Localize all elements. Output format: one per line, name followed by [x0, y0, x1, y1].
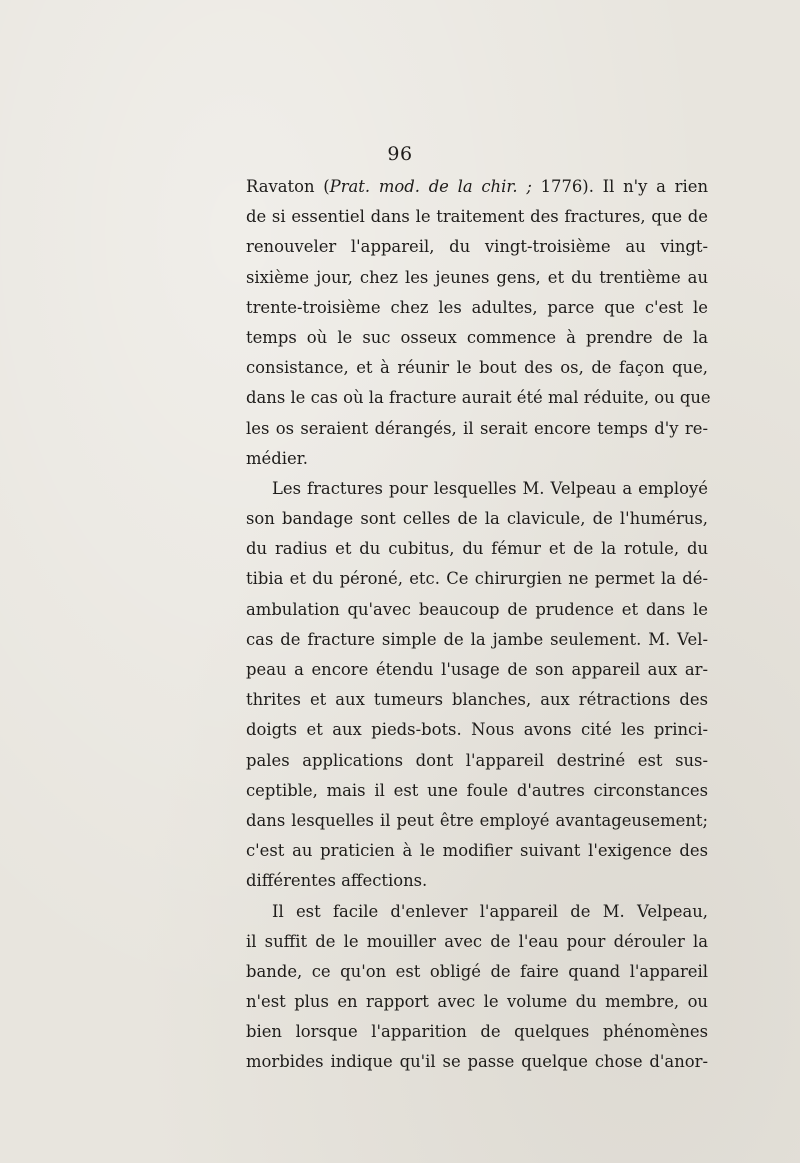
text-line: doigts et aux pieds-bots. Nous avons cité les princi- — [246, 720, 708, 740]
citation-italic: Prat. mod. de la chir. ; — [329, 177, 532, 196]
text-line: thrites et aux tumeurs blanches, aux rétractions des — [246, 690, 708, 710]
text-line: dans le cas où la fracture aurait été mal réduite, ou que — [246, 388, 711, 408]
text-line: du radius et du cubitus, du fémur et de la rotule, du — [246, 539, 708, 559]
text-line: tibia et du péroné, etc. Ce chirurgien ne permet la dé- — [246, 569, 708, 589]
text-line: sixième jour, chez les jeunes gens, et du trentième au — [246, 267, 708, 287]
text-line: de si essentiel dans le traitement des fractures, que de — [246, 207, 708, 227]
body-text — [246, 172, 711, 1078]
page-number: 96 — [387, 143, 413, 165]
paragraph-start: Les fractures pour lesquelles M. Velpeau a employé — [272, 478, 708, 498]
text-line: pales applications dont l'appareil destriné est sus- — [246, 750, 708, 770]
text-line: trente-troisième chez les adultes, parce que c'est le — [246, 297, 708, 317]
text-line: peau a encore étendu l'usage de son appareil aux ar- — [246, 660, 708, 679]
text-line: dans lesquelles il peut être employé avantageusement; — [246, 810, 708, 830]
text-line: n'est plus en rapport avec le volume du membre, ou — [246, 992, 708, 1012]
text-line: Ravaton (Prat. mod. de la chir. ; 1776). Il n'y a rien — [246, 177, 709, 196]
text-line: son bandage sont celles de la clavicule, de l'humérus, — [246, 509, 708, 529]
text-line: ambulation qu'avec beaucoup de prudence et dans le — [246, 599, 708, 619]
text-line: temps où le suc osseux commence à prendre de la — [246, 327, 708, 347]
text-line: il suffit de le mouiller avec de l'eau pour dérouler la — [246, 931, 708, 951]
text-line: différentes affections. — [246, 871, 428, 891]
text-line: les os seraient dérangés, il serait encore temps d'y re- — [246, 418, 708, 438]
text-line: ceptible, mais il est une foule d'autres circonstances — [246, 780, 708, 800]
text-line: consistance, et à réunir le bout des os, de façon que, — [246, 358, 708, 378]
text-line: médier. — [246, 448, 308, 468]
text-line: cas de fracture simple de la jambe seulement. M. Vel- — [246, 629, 708, 649]
text-line: bande, ce qu'on est obligé de faire quand l'appareil — [246, 961, 708, 981]
text-line: bien lorsque l'apparition de quelques phénomènes — [246, 1022, 708, 1042]
text-line: morbides indique qu'il se passe quelque chose d'anor- — [246, 1052, 708, 1072]
text-line: c'est au praticien à le modifier suivant l'exigence des — [246, 841, 708, 861]
text-line: renouveler l'appareil, du vingt-troisième au vingt- — [246, 237, 708, 257]
paragraph-start: Il est facile d'enlever l'appareil de M. Velpeau, — [272, 901, 708, 921]
